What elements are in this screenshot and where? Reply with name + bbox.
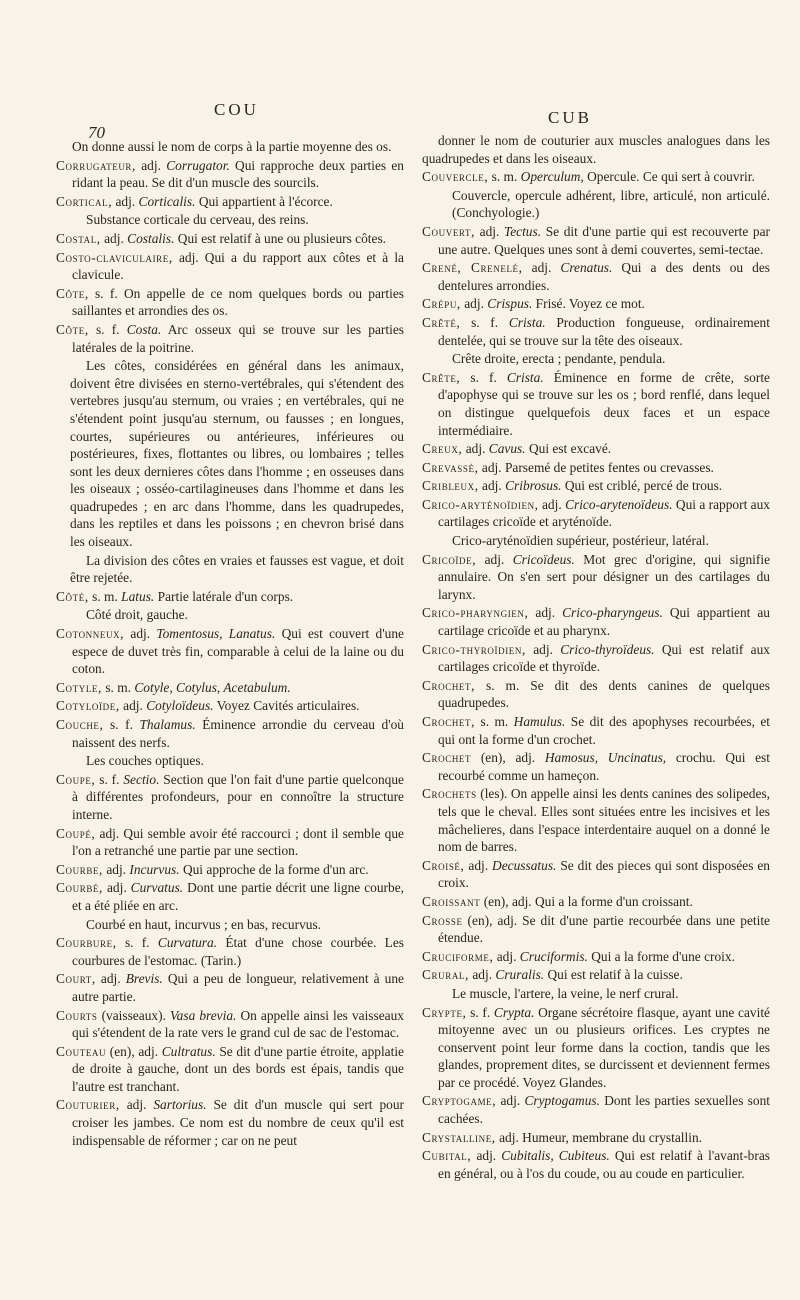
dictionary-entry [422,966,770,984]
definition: Se dit des dents canines de quelques quadrupedes. [438,677,770,711]
dictionary-entry [422,857,770,892]
dictionary-entry [422,641,770,676]
definition: État d'une chose courbée. Les courbures de l'estomac. (Tarin.) [72,935,404,968]
headword: Cotyle, [56,679,102,695]
dictionary-entry [422,893,770,911]
definition: Qui appartient au cartilage cricoïde et au pharynx. [438,605,770,639]
latin-term: Tomentosus, Lanatus. [156,626,276,642]
part-of-speech: adj. [462,441,489,457]
dictionary-entry [422,604,770,639]
definition: Mot grec d'origine, qui signifie annulaire. On s'en sert pour désigner un des cartilages du larynx. [438,551,771,602]
part-of-speech: s. f. [460,369,507,385]
latin-term: Cricoïdeus. [512,551,575,567]
headword: Cribleux, [422,478,479,494]
entry-note: La division des côtes en vraies et fausses est vague, et doit être rejetée. [70,552,404,586]
headword: Court, [56,971,96,987]
dictionary-entry [56,285,404,320]
headword: Courbe, [56,861,103,877]
headword: Crené, Crenelé, [422,260,523,276]
page-number: 70 [88,123,105,142]
dictionary-entry [422,948,770,966]
headword: Côté, [56,588,89,604]
latin-term: Hamosus, Uncinatus, [544,750,667,766]
entry-note: Crico-aryténoïdien supérieur, postérieur, latéral. [452,533,709,549]
definition: Qui est relatif à la cuisse. [544,967,683,983]
latin-term: Cotyloïdeus. [146,698,214,714]
part-of-speech: s. m. [475,677,531,693]
definition: Qui est relatif à l'avant-bras en général, ou à l'os du coude, ou au coude en particulier. [438,1148,770,1181]
definition: Frisé. Voyez ce mot. [532,296,645,312]
latin-term: Brevis. [125,971,163,987]
part-of-speech: adj. [119,1097,154,1113]
entry-note: Substance corticale du cerveau, des reins. [86,212,309,228]
definition: Voyez Cavités articulaires. [213,698,360,714]
part-of-speech: s. f. [466,1004,494,1020]
latin-term: Crista. [508,314,546,330]
headword: Côte, [56,285,89,301]
left-column [56,138,404,1150]
headword: Côte, [56,321,89,337]
latin-term: Corrugator. [166,157,230,173]
definition: Qui rapproche deux parties en ridant la peau. Se dit d'un muscle des sourcils. [72,157,405,191]
headword: Costal, [56,230,101,246]
dictionary-entry [422,314,770,349]
definition: Arc osseux qui se trouve sur les parties latérales de la poitrine. [72,321,404,355]
headword: Crural, [422,967,469,983]
definition: Qui a la forme d'un croissant. [535,893,693,909]
latin-term: Hamulus. [513,714,566,729]
definition: Dont une partie décrit une ligne courbe, et a été pliée en arc. [72,880,404,913]
definition: Éminence en forme de crête, sorte d'apophyse qui se trouve sur les os ; bord renflé, dans lequel on distingue quelquefois deux faces et un espace intermédiaire. [438,369,770,438]
headword: Coupe, [56,771,96,787]
dictionary-entry [422,713,770,748]
headword: Crico-pharyngien, [422,605,529,621]
part-of-speech: adj. [119,698,147,714]
latin-term: Crispus. [487,296,533,312]
headword: Couvercle, [422,169,489,185]
definition: Qui a la forme d'une croix. [587,948,735,964]
part-of-speech: adj. [468,967,496,983]
continued-text: On donne aussi le nom de corps à la partie moyenne des os. [72,139,392,154]
part-of-speech: s. m. [475,714,514,729]
definition: Se dit des pieces qui sont disposées en croix. [438,857,771,891]
definition: Se dit d'une partie recourbée dans une petite étendue. [438,912,770,946]
part-of-speech: s. f. [88,321,127,337]
dictionary-entry [422,1004,770,1092]
dictionary-entry [422,496,770,531]
dictionary-entry [422,168,770,186]
headword: Crête, [422,369,461,385]
dictionary-entry [56,1096,404,1149]
part-of-speech: adj. [475,223,504,239]
definition: crochu. Qui est recourbé comme un hameçon. [438,750,770,783]
definition: Qui a des dents ou des dentelures arrondies. [438,260,770,293]
dictionary-entry [422,440,770,458]
part-of-speech: adj. [460,296,488,312]
latin-term: Crypta. [493,1004,535,1020]
definition: Section que l'on fait d'une partie quelconque à différentes profondeurs, pour en connoître la structure interne. [72,771,404,822]
part-of-speech: (en), adj. [106,1043,162,1059]
definition: Qui est relatif à une ou plusieurs côtes. [174,230,387,246]
part-of-speech: adj. [522,260,561,276]
definition: Qui a rapport aux cartilages cricoïde et aryténoïde. [438,496,770,530]
headword: Cryptogame, [422,1093,497,1109]
entry-note: Courbé en haut, incurvus ; en bas, recurvus. [86,916,322,932]
latin-term: Sartorius. [153,1097,207,1113]
entry-note: Crête droite, erecta ; pendante, pendula. [452,351,666,367]
dictionary-entry [56,625,404,678]
part-of-speech: s. m. [101,679,135,695]
definition: Production fongueuse, ordinairement dentelée, qui se trouve sur la tête des oiseaux. [438,314,770,348]
latin-term: Incurvus. [129,861,180,877]
definition: Organe sécrétoire flasque, ayant une cavité mitoyenne avec un ou plusieurs orifices. Les cryptes ne conservent point leur forme dans la coction, tandis que les glandes, proprement dites, se durcissent et deviennent fermes par ce procédé. Voyez Glandes. [438,1004,770,1090]
definition: Qui appartient à l'écorce. [195,193,333,209]
latin-term: Cubitalis, Cubiteus. [501,1148,610,1164]
latin-term: Cotyle, Cotylus, Acetabulum. [134,679,291,695]
dictionary-entry [422,459,770,477]
part-of-speech: adj. [496,1093,525,1109]
headword: Coupé, [56,825,96,841]
latin-term: Vasa brevia. [169,1007,237,1023]
dictionary-entry [56,321,404,356]
headword: Crosse [422,912,463,928]
headword: Croisé, [422,857,465,873]
dictionary-entry [56,861,404,879]
latin-term: Thalamus. [139,717,196,732]
latin-term: Crico-pharyngeus. [562,605,663,621]
part-of-speech: (vaisseaux). [97,1007,170,1023]
headword: Crochet [422,750,472,766]
headword: Crico-thyroïdien, [422,641,526,657]
part-of-speech: adj. [112,193,139,209]
dictionary-entry [422,295,770,313]
latin-term: Cavus. [488,441,526,457]
latin-term: Corticalis. [138,193,196,209]
entry-note: Le muscle, l'artere, la veine, le nerf crural. [452,985,679,1001]
entry-note: Côté droit, gauche. [86,607,188,623]
definition: Humeur, membrane du crystallin. [522,1129,702,1145]
part-of-speech: adj. [476,551,513,567]
headword: Couche, [56,717,104,732]
definition: On appelle ainsi les vaisseaux qui s'étendent de la rate vers le grand cul de sac de l'estomac. [72,1007,404,1041]
dictionary-entry [422,369,770,439]
headword: Cruciforme, [422,948,494,964]
latin-term: Decussatus. [492,857,557,873]
part-of-speech: adj. [124,626,157,642]
dictionary-entry [56,879,404,914]
part-of-speech: adj. [95,971,126,987]
dictionary-entry [56,249,404,284]
definition: Qui approche de la forme d'un arc. [179,861,369,877]
part-of-speech: s. f. [88,285,124,301]
headword: Crochet, [422,714,476,729]
part-of-speech: (en), adj. [480,893,535,909]
part-of-speech: adj. [102,880,131,896]
definition: On appelle de ce nom quelques bords ou parties saillantes et arrondies des os. [72,285,404,319]
headword: Courbure, [56,935,117,951]
part-of-speech: adj. [471,1148,502,1164]
dictionary-entry [422,259,770,294]
definition: Se dit d'une partie étroite, applatie de droite à gauche, dont un des bords est épais, tandis que l'autre est tranchant. [72,1043,405,1094]
part-of-speech: adj. [464,857,493,873]
headword: Crochets [422,786,477,802]
dictionary-entry [422,785,770,855]
latin-term: Crico-arytenoïdeus. [565,496,673,512]
definition: Se dit d'un muscle qui sert pour croiser les jambes. Ce nom est du nombre de ceux qu'il est indispensable de réformer ; car on ne peut [72,1097,404,1148]
dictionary-entry [56,771,404,824]
latin-term: Costa. [126,321,162,337]
part-of-speech: adj. [495,1129,523,1145]
dictionary-entry [422,1129,770,1147]
part-of-speech: (les). [476,786,511,802]
running-head-left: COU [214,100,259,119]
latin-term: Crenatus. [560,260,613,276]
dictionary-entry [56,1007,404,1042]
latin-term: Cultratus. [161,1043,216,1059]
headword: Cotyloïde, [56,698,120,714]
headword: Costo-claviculaire, [56,249,173,265]
headword: Crystalline, [422,1129,496,1145]
dictionary-entry [422,912,770,947]
headword: Cubital, [422,1148,472,1164]
dictionary-entry [422,1147,770,1182]
dictionary-entry [422,477,770,495]
part-of-speech: adj. [100,230,128,246]
part-of-speech: adj. [528,605,563,621]
dictionary-entry [56,825,404,860]
part-of-speech: adj. [493,948,520,964]
definition: Parsemé de petites fentes ou crevasses. [504,459,714,475]
definition: Qui a peu de longueur, relativement à une autre partie. [72,971,404,1004]
definition: Qui semble avoir été raccourci ; dont il semble que l'on a retranché une partie par une section. [72,825,404,859]
part-of-speech: s. m. [488,169,521,185]
headword: Couvert, [422,223,476,239]
dictionary-entry [56,588,404,606]
headword: Creux, [422,441,463,457]
dictionary-entry [56,193,404,211]
latin-term: Costalis. [127,230,175,246]
latin-term: Cruralis. [495,967,545,983]
dictionary-entry [56,230,404,248]
headword: Crêté, [422,314,461,330]
headword: Crevassé, [422,459,479,475]
part-of-speech: adj. [538,496,566,512]
latin-term: Cruciformis. [519,948,588,964]
definition: Dont les parties sexuelles sont cachées. [438,1093,770,1127]
part-of-speech: adj. [172,249,205,265]
latin-term: Operculum, [520,169,584,185]
part-of-speech: s. f. [116,935,158,951]
latin-term: Crico-thyroïdeus. [560,641,655,657]
definition: Qui est relatif aux cartilages cricoïde et thyroïde. [438,641,771,675]
latin-term: Sectio. [123,771,160,787]
definition: On appelle ainsi les dents canines des solipedes, tels que le cheval. Elles sont situées entre les incisives et les mâchelieres, dans l'espace interdentaire auquel on a donné le nom de barres. [438,786,771,855]
continued-text: donner le nom de couturier aux muscles analogues dans les quadrupedes et dans les oiseaux. [422,133,770,166]
dictionary-entry [56,716,404,751]
part-of-speech: (en), adj. [471,750,545,766]
definition: Se dit d'une partie qui est recouverte par une autre. Quelques unes sont à demi couvertes, semi-tectae. [438,223,770,257]
definition: Qui a du rapport aux côtes et à la clavicule. [72,249,404,283]
dictionary-entry [56,970,404,1005]
headword: Cortical, [56,193,113,209]
latin-term: Cribrosus. [505,478,562,494]
dictionary-entry [422,223,770,258]
running-head-right: CUB [548,108,592,127]
latin-term: Crista. [506,369,544,385]
headword: Cricoïde, [422,551,477,567]
latin-term: Latus. [121,588,155,604]
part-of-speech: s. f. [103,717,140,732]
part-of-speech: adj. [95,825,124,841]
part-of-speech: adj. [135,157,167,173]
definition: Opercule. Ce qui sert à couvrir. [583,169,755,185]
entry-note: Couvercle, opercule adhérent, libre, articulé, non articulé. (Conchyologie.) [452,187,770,221]
definition: Partie latérale d'un corps. [154,588,294,604]
dictionary-entry [56,1043,404,1096]
headword: Cotonneux, [56,626,125,642]
part-of-speech: (en), adj. [462,912,523,928]
part-of-speech: s. m. [88,588,122,604]
part-of-speech: adj. [525,641,561,657]
headword: Crochet, [422,677,476,693]
part-of-speech: adj. [102,861,130,877]
definition: Se dit des apophyses recourbées, et qui ont la forme d'un crochet. [438,714,770,747]
headword: Corrugateur, [56,157,136,173]
dictionary-entry [422,551,770,604]
entry-note: Les couches optiques. [86,753,204,769]
headword: Croissant [422,893,481,909]
headword: Courbé, [56,880,103,896]
definition: Éminence arrondie du cerveau d'où naissent des nerfs. [72,717,404,750]
right-column [422,132,770,1183]
dictionary-entry [56,679,404,697]
part-of-speech: adj. [478,478,506,494]
headword: Crypte, [422,1004,467,1020]
part-of-speech: s. f. [95,771,124,787]
definition: Qui est couvert d'une espece de duvet très fin, comparable à celui de la laine ou du coton. [72,626,404,677]
entry-note: Les côtes, considérées en général dans les animaux, doivent être divisées en sterno-vertébrales, qui s'étendent des vertebres jusqu'au sternum, ou vraies ; en vertébrales, qui ne s'étendent point jusqu'au sternum, ou fausses ; en longues, courtes, supérieures ou antérieures, inférieures ou postérieures, fixes, flottantes ou libres, ou lombaires ; telles sont les deux dernieres côtes dans l'homme ; en osseuses dans les oiseaux ; osséo-cartilagineuses dans l'homme et dans les quadrupedes ; en arc dans l'homme, dans les quadrupedes, dans les reptiles et dans les poissons ; en chevron brisé dans les oiseaux. [70,358,404,550]
definition: Qui est criblé, percé de trous. [561,478,723,494]
dictionary-entry [56,157,404,192]
dictionary-entry [422,1092,770,1127]
headword: Crico-aryténoïdien, [422,496,539,512]
headword: Couturier, [56,1097,120,1113]
headword: Courts [56,1007,98,1023]
latin-term: Curvatura. [157,935,218,951]
dictionary-entry [56,697,404,715]
part-of-speech: adj. [478,459,505,475]
dictionary-entry [56,934,404,969]
headword: Couteau [56,1043,107,1059]
part-of-speech: s. f. [460,314,509,330]
headword: Crépu, [422,296,461,312]
latin-term: Cryptogamus. [524,1093,600,1109]
dictionary-entry [422,749,770,784]
definition: Qui est excavé. [525,441,612,457]
latin-term: Curvatus. [130,880,184,896]
latin-term: Tectus. [503,223,542,239]
dictionary-entry [422,677,770,712]
